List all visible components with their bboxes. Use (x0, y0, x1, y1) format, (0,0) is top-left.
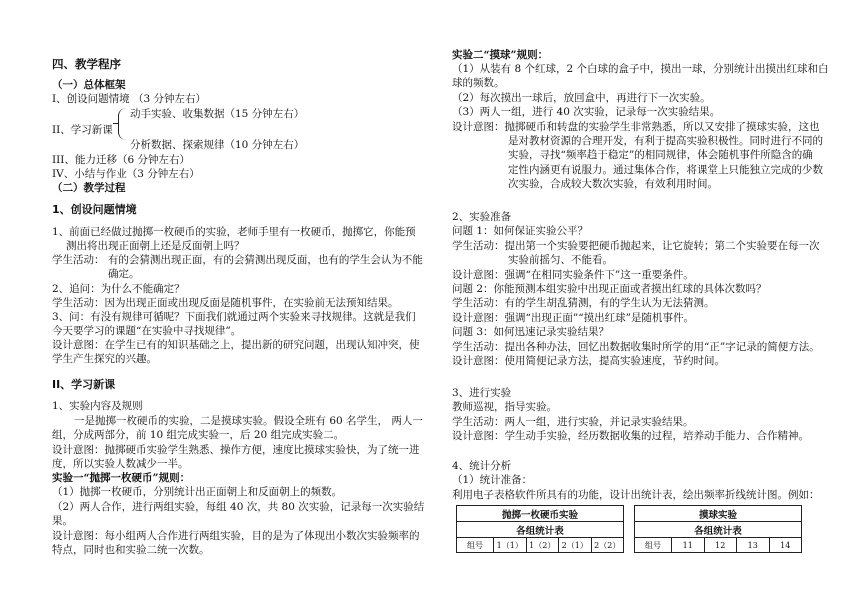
part1-line: 1、前面已经做过抛掷一枚硬币的实验，老师手里有一枚硬币，抛掷它，你能预 (52, 226, 416, 238)
table-cell: 组号 (635, 538, 672, 553)
part1-line: 2、追问：为什么不能确定？ (52, 283, 185, 295)
right-line: 4、统计分析 (452, 460, 512, 472)
framework-item-1: I、创设问题情境 （3 分钟左右） (52, 93, 207, 105)
right-line: 设计意图：学生动手实验，经历数据收集的过程，培养动手能力、合作精神。 (452, 430, 809, 442)
table-cell: 13 (737, 538, 770, 553)
right-line: 设计意图：抛掷硬币和转盘的实验学生非常熟悉，所以又安排了摸球实验，这也 (452, 121, 820, 133)
part1-line: 3、问：有没有规律可循呢？下面我们就通过两个实验来寻找规律。这就是我们 (52, 311, 416, 323)
table-cell: 1（1） (494, 538, 527, 553)
process-title: （二）教学过程 (52, 182, 126, 194)
part2-line: 设计意图：抛掷硬币实验学生熟悉、操作方便，速度比摸球实验快，为了统一进 (52, 444, 420, 456)
right-line: 学生活动：有的学生胡乱猜测，有的学生认为无法猜测。 (452, 297, 715, 309)
right-line: 球的频数。 (452, 77, 505, 89)
table-cell: 组号 (457, 538, 494, 553)
part1-line: 确定。 (108, 268, 140, 280)
part2-line: 度，所以实验人数减少一半。 (52, 458, 189, 470)
part1-line: 学生活动： 有的会猜测出现正面，有的会猜测出现反面，也有的学生会认为不能 (52, 254, 423, 266)
section-title: 四、教学程序 (52, 57, 121, 71)
ball-stats-table (634, 505, 802, 553)
right-line: 设计意图：强调“出现正面”“摸出红球”是随机事件。 (452, 312, 694, 324)
right-line: （1）从装有 8 个红球，2 个白球的盒子中，摸出一球，分别统计出摸出红球和白 (452, 63, 829, 75)
table-cell: 12 (704, 538, 737, 553)
table-cell: 11 (672, 538, 705, 553)
part2-line: 果。 (52, 515, 73, 527)
right-line: 实验二“摸球”规则： (452, 49, 549, 61)
part2-line: （1）抛掷一枚硬币，分别统计出正面朝上和反面朝上的频数。 (52, 486, 343, 498)
part1-line: 今天要学习的课题“在实验中寻找规律”。 (52, 325, 242, 337)
right-line: （2）每次摸出一球后，放回盒中，再进行下一次实验。 (452, 92, 711, 104)
right-line: 定性内涵更有说服力。通过集体合作，将课堂上只能独立完成的少数 (508, 164, 823, 176)
right-line: 次实验，合成较大数次实验，有效利用时间。 (508, 178, 718, 190)
right-line: 问题 1：如何保证实验公平？ (452, 225, 589, 237)
right-line: （1）统计准备： (452, 474, 533, 486)
part2-line: （2）两人合作，进行两组实验，每组 40 次，共 80 次实验，记录每一次实验结 (52, 501, 425, 513)
right-line: 利用电子表格软件所具有的功能，设计出统计表，绘出频率折线统计图。例如： (452, 489, 820, 501)
right-line: 2、实验准备 (452, 211, 512, 223)
right-line: 教师巡视，指导实验。 (452, 401, 557, 413)
part2-line: 设计意图：每小组两人合作进行两组实验，目的是为了体现出小数次实验频率的 (52, 530, 420, 542)
part2-line: 一是抛掷一枚硬币的实验，二是摸球实验。假设全班有 60 名学生， 两人一 (74, 415, 423, 427)
table-subtitle: 各组统计表 (457, 522, 624, 538)
right-line: 学生活动：提出第一个实验要把硬币抛起来，让它旋转；第二个实验要在每一次 (452, 240, 820, 252)
part2-line: 组，分成两部分，前 10 组完成实验一，后 20 组完成实验二。 (52, 429, 345, 441)
part1-line: 学生产生探究的兴趣。 (52, 353, 157, 365)
framework-brace (118, 108, 129, 140)
part2-line: 1、实验内容及规则 (52, 400, 143, 412)
table-subtitle: 各组统计表 (635, 522, 802, 538)
table-cell: 2（2） (591, 538, 624, 553)
part1-title: 1、创设问题情境 (52, 203, 137, 216)
part1-line: 学生活动：因为出现正面或出现反面是随机事件，在实验前无法预知结果。 (52, 297, 399, 309)
table-cell: 1（2） (526, 538, 559, 553)
framework-item-2: II、学习新课 (52, 124, 113, 136)
framework-item-4: IV、小结与作业（3 分钟左右） (52, 168, 200, 180)
right-line: 3、进行实验 (452, 387, 512, 399)
framework-item-2a: 动手实验、收集数据（15 分钟左右） (130, 108, 305, 120)
table-title: 抛掷一枚硬币实验 (457, 506, 624, 522)
table-row (635, 538, 802, 553)
right-line: 设计意图：使用简便记录方法，提高实验速度，节约时间。 (452, 355, 725, 367)
right-line: 学生活动：提出各种办法，回忆出数据收集时所学的用“正”字记录的简便方法。 (452, 341, 820, 353)
right-line: 实验前摇匀、不能看。 (508, 254, 613, 266)
part1-line: 测出将出现正面朝上还是反面朝上吗？ (66, 240, 245, 252)
right-line: 问题 2：你能预测本组实验中出现正面或者摸出红球的具体次数吗？ (452, 283, 767, 295)
table-cell: 14 (769, 538, 802, 553)
framework-item-3: III、能力迁移（6 分钟左右） (52, 154, 190, 166)
right-line: 是对教材资源的合理开发，有利于提高实验积极性。同时进行不同的 (508, 135, 823, 147)
right-line: （3）两人一组，进行 40 次实验，记录每一次实验结果。 (452, 106, 721, 118)
right-line: 学生活动：两人一组，进行实验，并记录实验结果。 (452, 416, 694, 428)
table-title: 摸球实验 (635, 506, 802, 522)
right-line: 问题 3：如何迅速记录实验结果？ (452, 326, 610, 338)
part2-title: II、学习新课 (52, 378, 116, 391)
part2-line: 特点，同时也和实验二统一次数。 (52, 544, 210, 556)
right-line: 设计意图：强调“在相同实验条件下”这一重要条件。 (452, 269, 694, 281)
framework-title: （一）总体框架 (52, 79, 126, 91)
part2-line: 实验一“抛掷一枚硬币”规则： (52, 472, 191, 484)
table-row (457, 538, 624, 553)
coin-stats-table (456, 505, 624, 553)
part1-line: 设计意图：在学生已有的知识基础之上，提出新的研究问题，出现认知冲突，使 (52, 339, 420, 351)
table-cell: 2（1） (559, 538, 592, 553)
right-line: 实验，寻找“频率趋于稳定”的相同规律，体会随机事件所隐含的确 (508, 149, 813, 161)
framework-item-2b: 分析数据、探索规律（10 分钟左右） (130, 139, 305, 151)
